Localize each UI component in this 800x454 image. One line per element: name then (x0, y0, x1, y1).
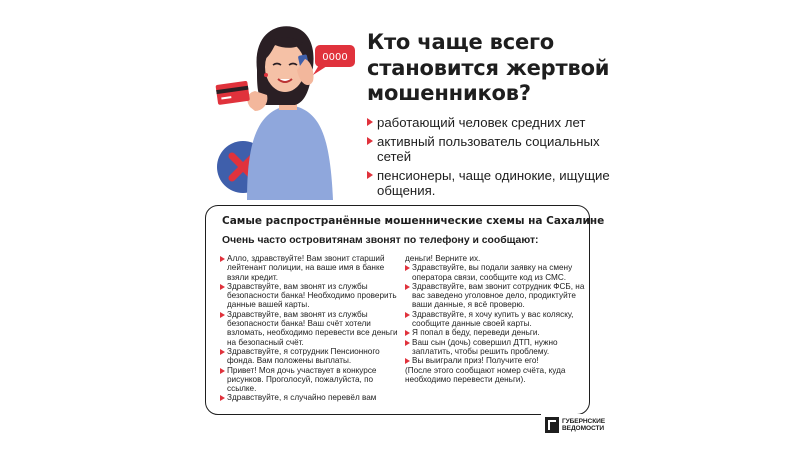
bullet-arrow-icon (367, 137, 373, 145)
bullet-arrow-icon (367, 171, 373, 179)
scheme-item: Вы выиграли приз! Получите его! (405, 356, 587, 365)
bullet-arrow-icon (405, 284, 410, 290)
scheme-item: (После этого сообщают номер счёта, куда необходимо перевести деньги). (405, 365, 566, 384)
scheme-item: Привет! Моя дочь участвует в конкурсе рисунков. Проголосуй, пожалуйста, по ссылке. (220, 366, 402, 394)
victims-list (367, 115, 612, 202)
bullet-arrow-icon (220, 312, 225, 318)
scheme-item: Здравствуйте, вам звонят из службы безопасности банка! Ваш счёт хотели взломать, необходимо перевести все деньги на безопасный счёт. (220, 310, 402, 347)
bullet-arrow-icon (367, 118, 373, 126)
bubble-code: 0000 (322, 52, 348, 63)
bullet-arrow-icon (405, 312, 410, 318)
scheme-item: Ваш сын (дочь) совершил ДТП, нужно заплатить, чтобы решить проблему. (405, 338, 587, 357)
scam-call-illustration (205, 15, 355, 200)
bullet-arrow-icon (405, 340, 410, 346)
scheme-item: Я попал в беду, переведи деньги. (405, 328, 587, 337)
schemes-column-right (405, 254, 587, 384)
scheme-item: Здравствуйте, я сотрудник Пенсионного фонда. Вам положены выплаты. (220, 347, 402, 366)
speech-bubble (313, 45, 355, 75)
schemes-column-left (220, 254, 402, 403)
bullet-arrow-icon (405, 330, 410, 336)
scheme-item: Здравствуйте, вам звонят из службы безопасности банка! Необходимо проверить данные вашей карты. (220, 282, 402, 310)
bullet-arrow-icon (405, 265, 410, 271)
scheme-item: Здравствуйте, вам звонит сотрудник ФСБ, на вас заведено уголовное дело, продиктуйте ваши данные, я всё проверю. (405, 282, 587, 310)
logo-line-1: ГУБЕРНСКИЕ (562, 418, 606, 425)
victim-item: активный пользователь социальных сетей (367, 134, 612, 165)
bullet-arrow-icon (220, 256, 225, 262)
publisher-logo (541, 414, 611, 436)
scheme-item: Здравствуйте, вы подали заявку на смену оператора связи, сообщите код из СМС. (405, 263, 587, 282)
bullet-arrow-icon (405, 358, 410, 364)
scheme-item: Здравствуйте, я случайно перевёл вам (220, 393, 402, 402)
woman-body (247, 105, 333, 200)
bullet-arrow-icon (220, 284, 225, 290)
bullet-arrow-icon (220, 368, 225, 374)
logo-line-2: ВЕДОМОСТИ (562, 425, 605, 432)
newspaper-logo-icon (545, 417, 559, 433)
scheme-item: Здравствуйте, я хочу купить у вас коляску, сообщите данные своей карты. (405, 310, 587, 329)
credit-card-icon (215, 81, 249, 105)
bullet-arrow-icon (220, 395, 225, 401)
box-subtitle: Очень часто островитянам звонят по телефону и сообщают: (222, 235, 539, 246)
bullet-arrow-icon (220, 349, 225, 355)
victim-item: пенсионеры, чаще одинокие, ищущие общения. (367, 168, 612, 199)
page-title: Кто чаще всего становится жертвой мошенников? (367, 30, 610, 105)
scam-schemes-box (205, 205, 605, 415)
victim-item: работающий человек средних лет (367, 115, 612, 131)
scheme-item: деньги! Верните их. (405, 254, 481, 263)
box-title: Самые распространённые мошеннические схемы на Сахалине (222, 215, 605, 227)
scheme-item: Алло, здравствуйте! Вам звонит старший лейтенант полиции, на ваше имя в банке взяли кредит. (220, 254, 402, 282)
